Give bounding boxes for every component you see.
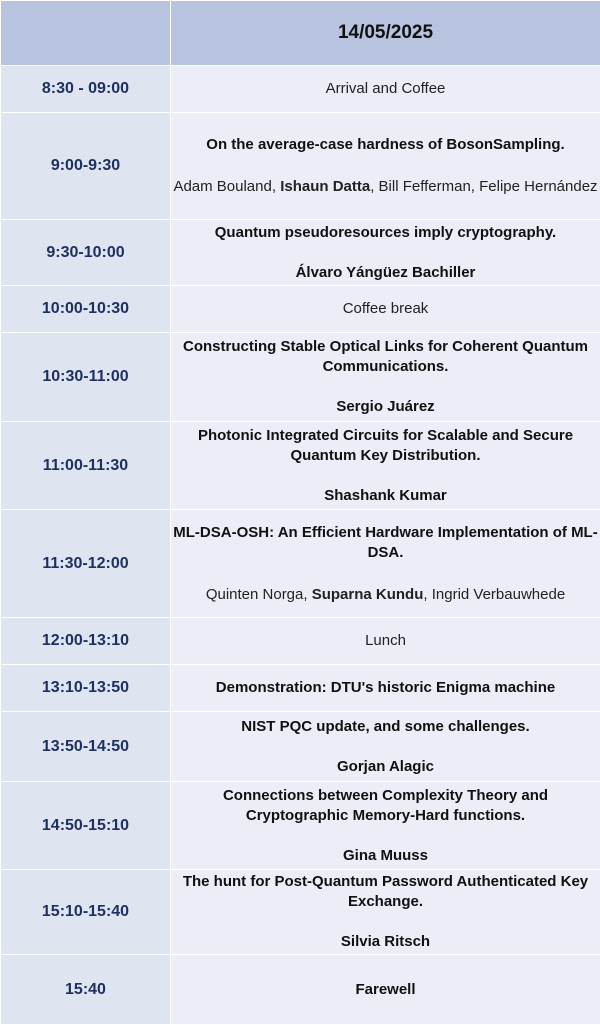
event-cell xyxy=(171,510,600,618)
talk-title: Farewell xyxy=(171,980,600,1000)
schedule-row xyxy=(1,66,600,113)
time-cell: 10:00-10:30 xyxy=(1,286,171,333)
schedule-row xyxy=(1,782,600,870)
event-cell xyxy=(171,333,600,422)
talk-authors: Quinten Norga, Suparna Kundu, Ingrid Verbauwhede xyxy=(171,585,600,605)
talk-speaker: Sergio Juárez xyxy=(171,397,600,417)
schedule-row xyxy=(1,712,600,782)
date-header: 14/05/2025 xyxy=(171,1,600,66)
talk-title: ML-DSA-OSH: An Efficient Hardware Implementation of ML-DSA. xyxy=(171,523,600,563)
event-label: Arrival and Coffee xyxy=(326,80,446,97)
event-label: Coffee break xyxy=(343,300,429,317)
header-corner xyxy=(1,1,171,66)
time-cell: 10:30-11:00 xyxy=(1,333,171,422)
talk-title: Connections between Complexity Theory and Cryptographic Memory-Hard functions. xyxy=(171,786,600,826)
time-cell: 13:10-13:50 xyxy=(1,665,171,712)
schedule-row xyxy=(1,665,600,712)
time-cell: 11:00-11:30 xyxy=(1,422,171,510)
event-cell xyxy=(171,955,600,1025)
time-cell: 14:50-15:10 xyxy=(1,782,171,870)
time-cell: 15:40 xyxy=(1,955,171,1025)
schedule-row xyxy=(1,618,600,665)
event-cell xyxy=(171,66,600,113)
time-cell: 9:30-10:00 xyxy=(1,220,171,286)
schedule-row xyxy=(1,870,600,955)
talk-title: On the average-case hardness of BosonSampling. xyxy=(171,135,600,155)
talk-title: The hunt for Post-Quantum Password Authenticated Key Exchange. xyxy=(171,872,600,912)
presenting-author: Ishaun Datta xyxy=(280,178,370,195)
event-cell xyxy=(171,712,600,782)
schedule-row xyxy=(1,333,600,422)
event-cell xyxy=(171,286,600,333)
event-cell xyxy=(171,422,600,510)
schedule-row xyxy=(1,955,600,1025)
time-cell: 13:50-14:50 xyxy=(1,712,171,782)
event-cell xyxy=(171,665,600,712)
event-cell xyxy=(171,870,600,955)
time-cell: 11:30-12:00 xyxy=(1,510,171,618)
talk-speaker: Gina Muuss xyxy=(171,846,600,866)
schedule-row xyxy=(1,510,600,618)
talk-title: NIST PQC update, and some challenges. xyxy=(171,717,600,737)
talk-authors: Adam Bouland, Ishaun Datta, Bill Fefferman, Felipe Hernández xyxy=(171,177,600,197)
schedule-row xyxy=(1,286,600,333)
time-cell: 8:30 - 09:00 xyxy=(1,66,171,113)
talk-title: Constructing Stable Optical Links for Coherent Quantum Communications. xyxy=(171,337,600,377)
event-cell xyxy=(171,618,600,665)
header-row xyxy=(1,1,600,66)
talk-title: Photonic Integrated Circuits for Scalable and Secure Quantum Key Distribution. xyxy=(171,426,600,466)
schedule-row xyxy=(1,220,600,286)
event-cell xyxy=(171,220,600,286)
event-cell xyxy=(171,113,600,220)
time-cell: 9:00-9:30 xyxy=(1,113,171,220)
event-cell xyxy=(171,782,600,870)
presenting-author: Suparna Kundu xyxy=(312,586,424,603)
talk-speaker: Gorjan Alagic xyxy=(171,757,600,777)
time-cell: 12:00-13:10 xyxy=(1,618,171,665)
talk-title: Demonstration: DTU's historic Enigma machine xyxy=(171,678,600,698)
talk-speaker: Silvia Ritsch xyxy=(171,932,600,952)
talk-speaker: Shashank Kumar xyxy=(171,486,600,506)
schedule-row xyxy=(1,113,600,220)
schedule-row xyxy=(1,422,600,510)
talk-speaker: Álvaro Yángüez Bachiller xyxy=(171,263,600,283)
talk-title: Quantum pseudoresources imply cryptography. xyxy=(171,223,600,243)
time-cell: 15:10-15:40 xyxy=(1,870,171,955)
event-label: Lunch xyxy=(365,632,406,649)
